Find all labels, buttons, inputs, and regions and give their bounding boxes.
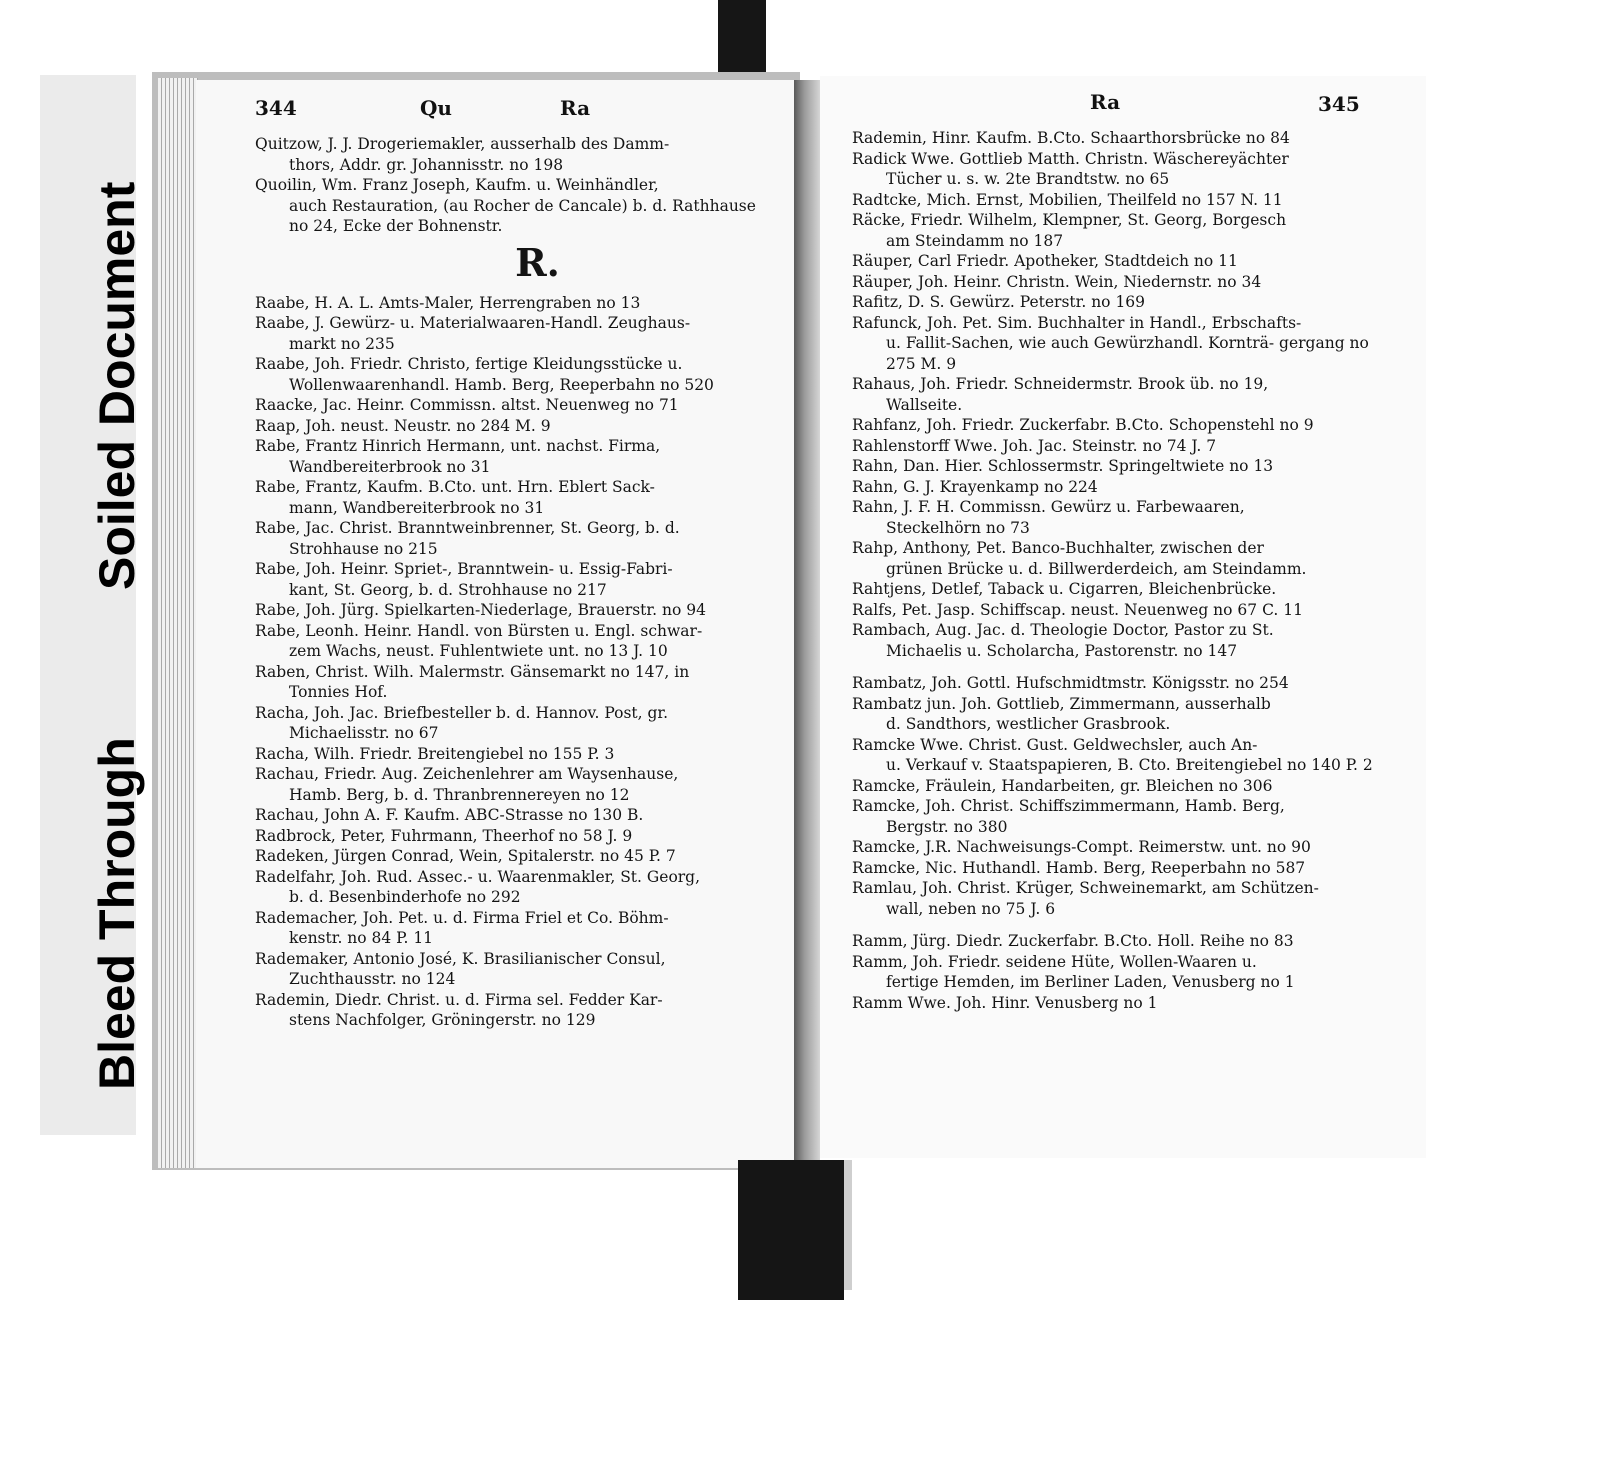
entry-line: Rafunck, Joh. Pet. Sim. Buchhalter in Handl., Erbschafts-	[852, 313, 1302, 332]
entry-continuation: wall, neben no 75 J. 6	[886, 899, 1056, 918]
entry-continuation: kant, St. Georg, b. d. Strohhause no 217	[289, 580, 607, 599]
entry-line: Rambatz, Joh. Gottl. Hufschmidtmstr. Königsstr. no 254	[852, 674, 1289, 692]
entry-line: Racha, Wilh. Friedr. Breitengiebel no 155 P. 3	[255, 744, 615, 763]
directory-entry	[852, 952, 1392, 993]
directory-entry	[852, 415, 1392, 436]
entry-line: Rabe, Jac. Christ. Branntweinbrenner, St. Georg, b. d.	[255, 519, 680, 537]
entry-line: Räuper, Joh. Heinr. Christn. Wein, Niedernstr. no 34	[852, 272, 1262, 291]
entry-continuation: Wandbereiterbrook no 31	[289, 457, 491, 476]
directory-entry	[852, 538, 1392, 579]
directory-entry	[852, 579, 1392, 600]
entry-line: Rabe, Joh. Heinr. Spriet-, Branntwein- u. Essig-Fabri-	[255, 560, 673, 578]
directory-entry	[255, 805, 760, 826]
entry-line: Rademaker, Antonio José, K. Brasilianischer Consul,	[255, 949, 666, 968]
entry-line: Rabe, Frantz, Kaufm. B.Cto. unt. Hrn. Eblert Sack-	[255, 478, 655, 496]
directory-entry	[852, 694, 1392, 735]
entry-line: Ralfs, Pet. Jasp. Schiffscap. neust. Neuenweg no 67 C. 11	[852, 600, 1303, 619]
stamp-soiled-document: Soiled Document	[89, 181, 145, 590]
entry-line: Ramm, Joh. Friedr. seidene Hüte, Wollen-Waaren u.	[852, 952, 1257, 971]
right-running-head: Ra	[1090, 90, 1121, 114]
entry-continuation: Tücher u. s. w. 2te Brandtstw. no 65	[886, 170, 1170, 188]
binding-tape-edge	[844, 1160, 852, 1290]
directory-entry	[255, 600, 760, 621]
directory-entry	[852, 210, 1392, 251]
directory-entry	[255, 703, 760, 744]
entry-continuation: Zuchthausstr. no 124	[289, 970, 456, 988]
entry-line: Radick Wwe. Gottlieb Matth. Christn. Wäschereyächter	[852, 149, 1289, 168]
entry-line: Rahaus, Joh. Friedr. Schneidermstr. Brook üb. no 19,	[852, 375, 1269, 393]
entry-line: Rahfanz, Joh. Friedr. Zuckerfabr. B.Cto. Schopenstehl no 9	[852, 416, 1314, 434]
entry-continuation: Tonnies Hof.	[289, 683, 388, 701]
directory-entry	[255, 846, 760, 867]
left-page-number: 344	[255, 96, 297, 120]
entry-continuation: Steckelhörn no 73	[886, 518, 1030, 537]
entry-line: Rambatz jun. Joh. Gottlieb, Zimmermann, ausserhalb	[852, 694, 1271, 713]
directory-entry	[852, 456, 1392, 477]
entry-line: Rademacher, Joh. Pet. u. d. Firma Friel et Co. Böhm-	[255, 908, 669, 927]
book-gutter	[794, 80, 820, 1162]
entry-continuation: Strohhause no 215	[289, 539, 438, 558]
entry-line: Rabe, Joh. Jürg. Spielkarten-Niederlage, Brauerstr. no 94	[255, 601, 706, 619]
left-running-head-a: Qu	[420, 96, 452, 120]
entry-line: Rahtjens, Detlef, Taback u. Cigarren, Bleichenbrücke.	[852, 580, 1277, 598]
entry-line: Rahp, Anthony, Pet. Banco-Buchhalter, zwischen der	[852, 539, 1264, 557]
directory-entry	[852, 776, 1392, 797]
directory-entry	[255, 826, 760, 847]
entry-line: Rahn, J. F. H. Commissn. Gewürz u. Farbewaaren,	[852, 498, 1245, 516]
entry-line: Ramcke, J.R. Nachweisungs-Compt. Reimerstw. unt. no 90	[852, 838, 1311, 856]
entry-continuation: kenstr. no 84 P. 11	[289, 929, 434, 947]
directory-entry	[852, 796, 1392, 837]
directory-entry	[255, 175, 760, 237]
directory-entry	[255, 477, 760, 518]
entry-line: Raacke, Jac. Heinr. Commissn. altst. Neuenweg no 71	[255, 396, 679, 414]
directory-entry	[852, 313, 1392, 375]
entry-line: Rademin, Diedr. Christ. u. d. Firma sel. Fedder Kar-	[255, 990, 663, 1009]
entry-line: Radbrock, Peter, Fuhrmann, Theerhof no 58 J. 9	[255, 826, 633, 845]
stamp-bleed-through: Bleed Through	[89, 737, 145, 1090]
entry-continuation: mann, Wandbereiterbrook no 31	[289, 498, 545, 517]
entry-line: Ramm Wwe. Joh. Hinr. Venusberg no 1	[852, 993, 1158, 1012]
directory-entry	[255, 313, 760, 354]
entry-continuation: Bergstr. no 380	[886, 817, 1008, 836]
directory-entry	[852, 600, 1392, 621]
entry-line: Raben, Christ. Wilh. Malermstr. Gänsemarkt no 147, in	[255, 662, 690, 681]
right-entries	[852, 128, 1392, 1013]
entry-line: Raabe, H. A. L. Amts-Maler, Herrengraben no 13	[255, 293, 641, 312]
directory-entry	[852, 251, 1392, 272]
directory-entry	[255, 354, 760, 395]
directory-entry	[852, 149, 1392, 190]
directory-entry	[852, 837, 1392, 858]
directory-entry	[852, 673, 1392, 694]
entry-line: Ramcke, Nic. Huthandl. Hamb. Berg, Reeperbahn no 587	[852, 858, 1306, 877]
entry-line: Rademin, Hinr. Kaufm. B.Cto. Schaarthorsbrücke no 84	[852, 129, 1290, 147]
entry-line: Radelfahr, Joh. Rud. Assec.- u. Waarenmakler, St. Georg,	[255, 867, 701, 886]
page-edges	[158, 78, 198, 1168]
entry-continuation: auch Restauration, (au Rocher de Cancale) b. d. Rathhause no 24, Ecke der Bohnenstr.	[289, 196, 756, 235]
right-column	[852, 128, 1392, 1013]
directory-entry	[255, 621, 760, 662]
entry-continuation: fertige Hemden, im Berliner Laden, Venusberg no 1	[886, 973, 1295, 991]
entry-continuation: stens Nachfolger, Gröningerstr. no 129	[289, 1011, 596, 1029]
entry-continuation: Wallseite.	[886, 395, 963, 414]
entry-continuation: am Steindamm no 187	[886, 231, 1064, 250]
directory-entry	[852, 477, 1392, 498]
directory-entry	[852, 993, 1392, 1014]
directory-entry	[255, 436, 760, 477]
directory-entry	[852, 190, 1392, 211]
directory-entry	[255, 559, 760, 600]
entry-line: Rabe, Leonh. Heinr. Handl. von Bürsten u. Engl. schwar-	[255, 621, 703, 640]
directory-entry	[852, 735, 1392, 776]
left-entries	[255, 293, 760, 1031]
entry-continuation: Michaelis u. Scholarcha, Pastorenstr. no 147	[886, 641, 1238, 660]
directory-entry	[852, 272, 1392, 293]
directory-entry	[852, 931, 1392, 952]
entry-line: Ramcke, Fräulein, Handarbeiten, gr. Bleichen no 306	[852, 776, 1273, 795]
entry-line: Ramcke, Joh. Christ. Schiffszimmermann, Hamb. Berg,	[852, 797, 1285, 815]
entry-line: Rahn, Dan. Hier. Schlossermstr. Springeltwiete no 13	[852, 457, 1274, 475]
entry-continuation: Hamb. Berg, b. d. Thranbrennereyen no 12	[289, 785, 630, 804]
directory-entry	[255, 293, 760, 314]
entry-continuation: u. Fallit-Sachen, wie auch Gewürzhandl. Kornträ- gergang no 275 M. 9	[886, 334, 1369, 373]
directory-entry	[852, 436, 1392, 457]
directory-entry	[255, 134, 760, 175]
right-page-number: 345	[1318, 92, 1360, 116]
entry-line: Rahlenstorff Wwe. Joh. Jac. Steinstr. no 74 J. 7	[852, 436, 1217, 455]
entry-line: Räuper, Carl Friedr. Apotheker, Stadtdeich no 11	[852, 252, 1238, 270]
directory-entry	[852, 858, 1392, 879]
directory-entry	[852, 620, 1392, 661]
entry-line: Rafitz, D. S. Gewürz. Peterstr. no 169	[852, 293, 1146, 311]
entry-line: Radeken, Jürgen Conrad, Wein, Spitalerstr. no 45 P. 7	[255, 847, 676, 865]
entry-line: Quitzow, J. J. Drogeriemakler, ausserhalb des Damm-	[255, 135, 670, 153]
directory-entry	[852, 497, 1392, 538]
directory-entry	[255, 395, 760, 416]
left-pre-entries	[255, 134, 760, 237]
entry-line: Ramm, Jürg. Diedr. Zuckerfabr. B.Cto. Holl. Reihe no 83	[852, 932, 1294, 950]
entry-continuation: Michaelisstr. no 67	[289, 724, 439, 742]
directory-entry	[255, 662, 760, 703]
entry-continuation: zem Wachs, neust. Fuhlentwiete unt. no 13 J. 10	[289, 642, 668, 660]
entry-line: Ramlau, Joh. Christ. Krüger, Schweinemarkt, am Schützen-	[852, 879, 1319, 897]
entry-continuation: u. Verkauf v. Staatspapieren, B. Cto. Breitengiebel no 140 P. 2	[886, 756, 1373, 774]
entry-continuation: thors, Addr. gr. Johannisstr. no 198	[289, 155, 564, 174]
left-column	[255, 134, 760, 1031]
entry-line: Racha, Joh. Jac. Briefbesteller b. d. Hannov. Post, gr.	[255, 703, 669, 722]
entry-line: Rahn, G. J. Krayenkamp no 224	[852, 477, 1098, 496]
directory-entry	[255, 744, 760, 765]
directory-entry	[255, 416, 760, 437]
entry-continuation: grünen Brücke u. d. Billwerderdeich, am Steindamm.	[886, 559, 1307, 578]
entry-line: Radtcke, Mich. Ernst, Mobilien, Theilfeld no 157 N. 11	[852, 190, 1283, 209]
directory-entry	[852, 128, 1392, 149]
directory-entry	[255, 518, 760, 559]
entry-line: Ramcke Wwe. Christ. Gust. Geldwechsler, auch An-	[852, 735, 1258, 754]
directory-entry	[255, 764, 760, 805]
entry-continuation: d. Sandthors, westlicher Grasbrook.	[886, 715, 1171, 733]
entry-line: Raabe, Joh. Friedr. Christo, fertige Kleidungsstücke u.	[255, 355, 683, 373]
directory-entry	[255, 949, 760, 990]
entry-line: Rachau, John A. F. Kaufm. ABC-Strasse no 130 B.	[255, 806, 644, 824]
entry-line: Raabe, J. Gewürz- u. Materialwaaren-Handl. Zeughaus-	[255, 314, 691, 332]
entry-line: Rachau, Friedr. Aug. Zeichenlehrer am Waysenhause,	[255, 765, 679, 783]
entry-line: Quoilin, Wm. Franz Joseph, Kaufm. u. Weinhändler,	[255, 176, 659, 194]
section-letter: R.	[515, 239, 560, 285]
directory-entry	[255, 867, 760, 908]
entry-line: Rambach, Aug. Jac. d. Theologie Doctor, Pastor zu St.	[852, 621, 1274, 639]
entry-continuation: Wollenwaarenhandl. Hamb. Berg, Reeperbahn no 520	[289, 375, 714, 394]
entry-line: Räcke, Friedr. Wilhelm, Klempner, St. Georg, Borgesch	[852, 211, 1287, 229]
binding-tape-bottom	[738, 1160, 844, 1300]
directory-entry	[852, 878, 1392, 919]
entry-line: Raap, Joh. neust. Neustr. no 284 M. 9	[255, 416, 551, 435]
directory-entry	[852, 374, 1392, 415]
left-running-head-b: Ra	[560, 96, 591, 120]
entry-continuation: b. d. Besenbinderhofe no 292	[289, 888, 521, 906]
directory-entry	[255, 990, 760, 1031]
directory-entry	[852, 292, 1392, 313]
entry-line: Rabe, Frantz Hinrich Hermann, unt. nachst. Firma,	[255, 437, 661, 455]
entry-continuation: markt no 235	[289, 334, 395, 353]
directory-entry	[255, 908, 760, 949]
